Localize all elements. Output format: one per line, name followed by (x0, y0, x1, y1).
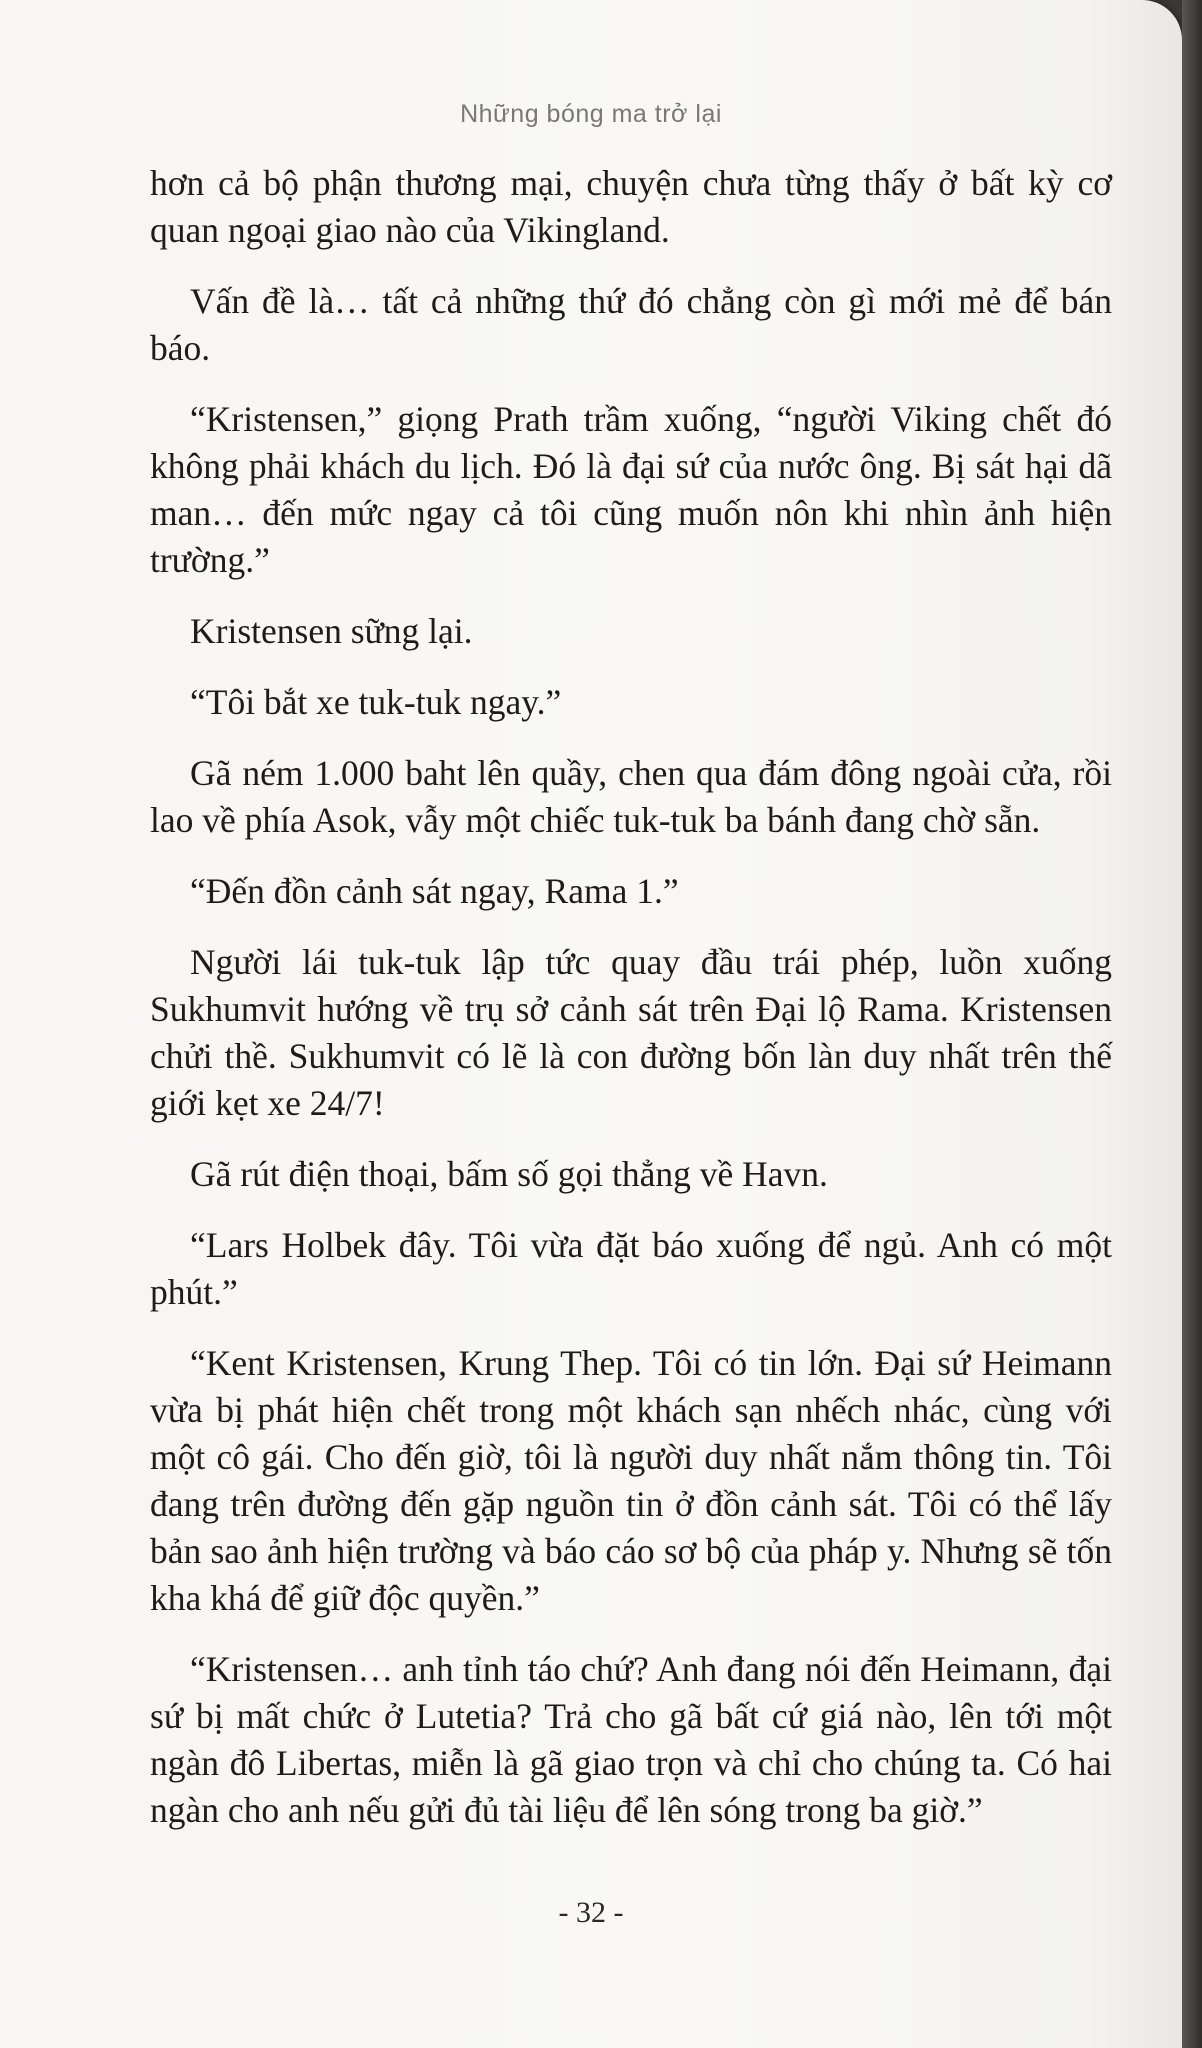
paragraph: “Kent Kristensen, Krung Thep. Tôi có tin lớn. Đại sứ Heimann vừa bị phát hiện chết trong một khách sạn nhếch nhác, cùng với một cô gái. Cho đến giờ, tôi là người duy nhất nắm thông tin. Tôi đang trên đường đến gặp nguồn tin ở đồn cảnh sát. Tôi có thể lấy bản sao ảnh hiện trường và báo cáo sơ bộ của pháp y. Nhưng sẽ tốn kha khá để giữ độc quyền.” (150, 1343, 1112, 1618)
paragraph: Gã ném 1.000 baht lên quầy, chen qua đám đông ngoài cửa, rồi lao về phía Asok, vẫy một chiếc tuk-tuk ba bánh đang chờ sẵn. (150, 753, 1112, 840)
paragraph: “Kristensen… anh tỉnh táo chứ? Anh đang nói đến Heimann, đại sứ bị mất chức ở Lutetia? Trả cho gã bất cứ giá nào, lên tới một ngàn đô Libertas, miễn là gã giao trọn và chỉ cho chúng ta. Có hai ngàn cho anh nếu gửi đủ tài liệu để lên sóng trong ba giờ.” (150, 1649, 1112, 1830)
paragraph: Người lái tuk-tuk lập tức quay đầu trái phép, luồn xuống Sukhumvit hướng về trụ sở cảnh sát trên Đại lộ Rama. Kristensen chửi thề. Sukhumvit có lẽ là con đường bốn làn duy nhất trên thế giới kẹt xe 24/7! (150, 942, 1112, 1123)
paragraph: Kristensen sững lại. (190, 611, 473, 651)
running-header: Những bóng ma trở lại (460, 100, 722, 128)
book-edge-shadow (1182, 0, 1202, 2048)
paragraph: “Đến đồn cảnh sát ngay, Rama 1.” (190, 871, 679, 911)
paragraph: “Kristensen,” giọng Prath trầm xuống, “người Viking chết đó không phải khách du lịch. Đó là đại sứ của nước ông. Bị sát hại dã man… đến mức ngay cả tôi cũng muốn nôn khi nhìn ảnh hiện trường.” (150, 399, 1112, 580)
paragraph: hơn cả bộ phận thương mại, chuyện chưa từng thấy ở bất kỳ cơ quan ngoại giao nào của Vikingland. (150, 163, 1112, 250)
paragraph: “Tôi bắt xe tuk-tuk ngay.” (190, 682, 562, 722)
body-text (150, 160, 1112, 1858)
paragraph: Vấn đề là… tất cả những thứ đó chẳng còn gì mới mẻ để bán báo. (150, 281, 1112, 368)
page-number: - 32 - (558, 1896, 624, 1929)
paragraph: “Lars Holbek đây. Tôi vừa đặt báo xuống để ngủ. Anh có một phút.” (150, 1225, 1112, 1312)
paragraph: Gã rút điện thoại, bấm số gọi thẳng về Havn. (190, 1154, 828, 1194)
